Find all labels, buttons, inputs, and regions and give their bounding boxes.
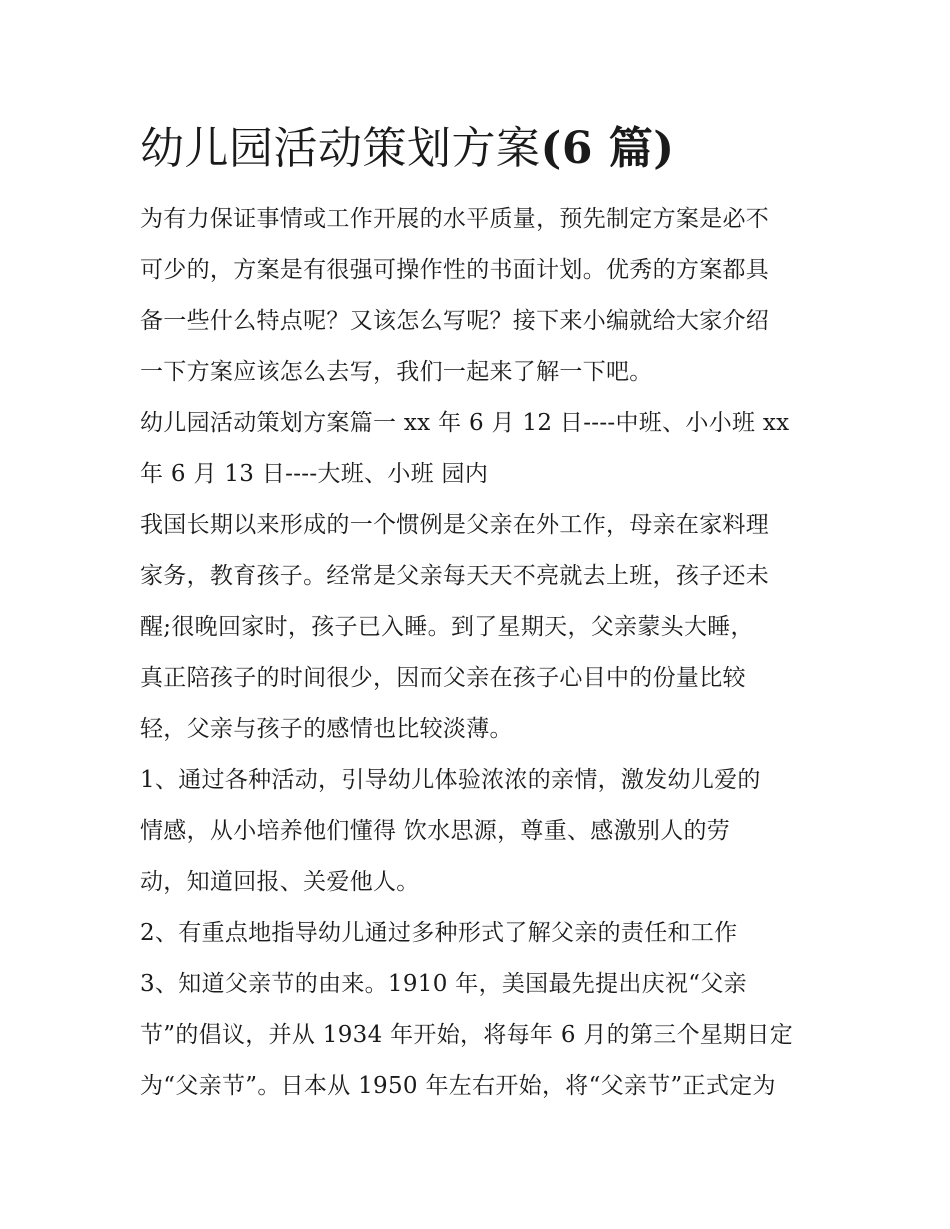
paragraph-line: 动，知道回报、关爱他人。 (140, 869, 420, 895)
paragraph-line: 一下方案应该怎么去写，我们一起来了解一下吧。 (140, 359, 653, 385)
paragraph-line: 备一些什么特点呢？又该怎么写呢？接下来小编就给大家介绍 (140, 308, 770, 334)
paragraph-line: 轻，父亲与孩子的感情也比较淡薄。 (140, 716, 513, 742)
document-title-suffix: (6 篇) (540, 123, 675, 174)
paragraph-line: 幼儿园活动策划方案篇一 xx 年 6 月 12 日----中班、小小班 xx (140, 410, 790, 436)
paragraph-line: 为“父亲节”。日本从 1950 年左右开始，将“父亲节”正式定为 (140, 1073, 776, 1099)
intro-paragraph (140, 194, 820, 398)
goal-one-paragraph (140, 755, 820, 908)
section-one-header-paragraph (140, 398, 820, 500)
background-paragraph (140, 500, 820, 755)
paragraph-line: 年 6 月 13 日----大班、小班 园内 (140, 461, 489, 487)
document-title (140, 118, 820, 180)
document-title-main: 幼儿园活动策划方案 (140, 123, 541, 174)
paragraph-line: 为有力保证事情或工作开展的水平质量，预先制定方案是必不 (140, 206, 770, 232)
paragraph-line: 2、有重点地指导幼儿通过多种形式了解父亲的责任和工作 (140, 920, 738, 946)
paragraph-line: 情感，从小培养他们懂得 饮水思源，尊重、感激别人的劳 (140, 818, 731, 844)
paragraph-line: 节”的倡议，并从 1934 年开始，将每年 6 月的第三个星期日定 (140, 1022, 794, 1048)
paragraph-line: 家务，教育孩子。经常是父亲每天天不亮就去上班，孩子还未 (140, 563, 770, 589)
paragraph-line: 可少的，方案是有很强可操作性的书面计划。优秀的方案都具 (140, 257, 770, 283)
paragraph-line: 3、知道父亲节的由来。1910 年，美国最先提出庆祝“父亲 (140, 971, 747, 997)
goal-two-paragraph (140, 908, 820, 959)
paragraph-line: 1、通过各种活动，引导幼儿体验浓浓的亲情，激发幼儿爱的 (140, 767, 761, 793)
paragraph-line: 真正陪孩子的时间很少，因而父亲在孩子心目中的份量比较 (140, 665, 746, 691)
document-page (140, 118, 820, 1112)
paragraph-line: 我国长期以来形成的一个惯例是父亲在外工作，母亲在家料理 (140, 512, 770, 538)
goal-three-paragraph (140, 959, 820, 1112)
paragraph-line: 醒;很晚回家时，孩子已入睡。到了星期天，父亲蒙头大睡， (140, 614, 754, 640)
